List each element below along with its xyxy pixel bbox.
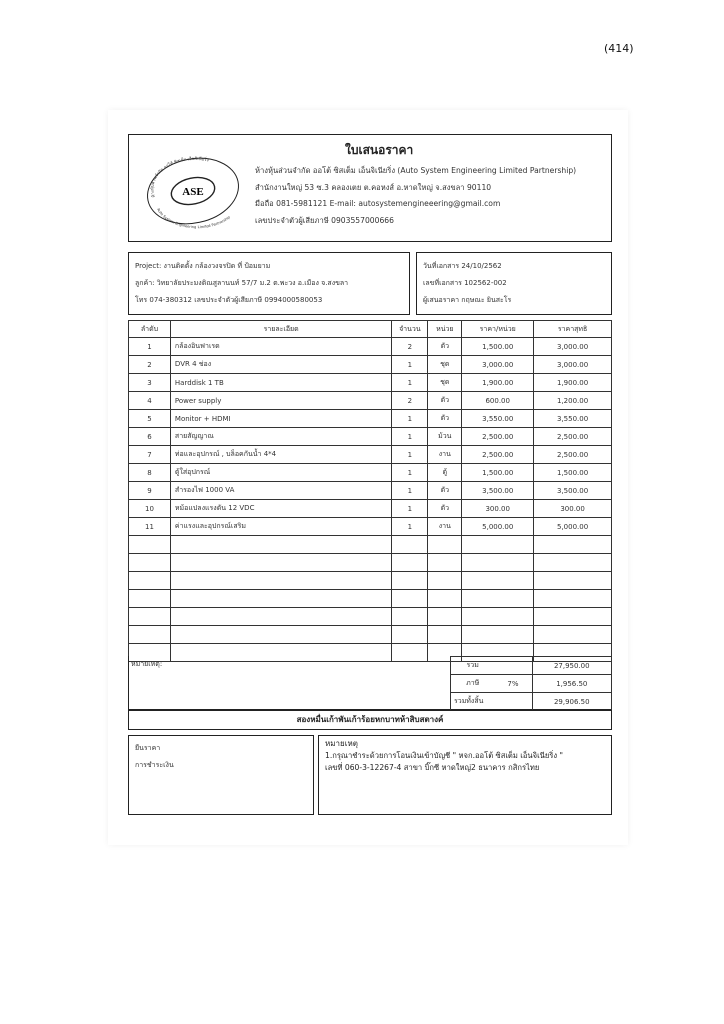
row-number: 6: [129, 428, 171, 446]
row-number: [129, 608, 171, 626]
item-net-price: 2,500.00: [534, 446, 612, 464]
item-quantity: 1: [392, 446, 428, 464]
col-header-description: รายละเอียด: [170, 321, 391, 338]
item-quantity: 1: [392, 464, 428, 482]
customer-phone-line: โทร 074-380312 เลขประจำตัวผู้เสียภาษี 0994000580053: [135, 296, 323, 304]
item-quantity: 1: [392, 500, 428, 518]
item-description: [170, 590, 391, 608]
item-quantity: 2: [392, 392, 428, 410]
item-unit-price: [462, 626, 534, 644]
summary-section: [128, 656, 612, 710]
col-header-quantity: จำนวน: [392, 321, 428, 338]
row-number: 3: [129, 374, 171, 392]
item-unit: งาน: [428, 518, 462, 536]
project-info: [128, 252, 410, 315]
project-line: Project: งานติดตั้ง กล้องวงจรปิด ที่ ป้อมยาม: [135, 262, 271, 270]
item-unit-price: [462, 554, 534, 572]
item-unit-price: 1,500.00: [462, 338, 534, 356]
row-number: 9: [129, 482, 171, 500]
item-unit: ตัว: [428, 482, 462, 500]
item-unit: [428, 554, 462, 572]
table-row: [129, 500, 612, 518]
item-unit: ตัว: [428, 338, 462, 356]
presenter: ผู้เสนอราคา กฤษณะ ยินสะโร: [423, 296, 512, 304]
item-unit: [428, 572, 462, 590]
item-description: [170, 554, 391, 572]
item-description: ค่าแรงและอุปกรณ์เสริม: [170, 518, 391, 536]
item-unit-price: 1,500.00: [462, 464, 534, 482]
item-unit-price: [462, 536, 534, 554]
items-table: [128, 320, 612, 662]
item-unit: ตัว: [428, 410, 462, 428]
col-header-unit-price: ราคา/หน่วย: [462, 321, 534, 338]
item-unit-price: 3,500.00: [462, 482, 534, 500]
document-info: [416, 252, 612, 315]
item-description: ท่อและอุปกรณ์ , บล็อคกันน้ำ 4*4: [170, 446, 391, 464]
item-unit: ชุด: [428, 356, 462, 374]
terms-box: [128, 735, 314, 815]
subtotal-label: รวม: [451, 657, 495, 675]
company-contact: มือถือ 081-5981121 E-mail: autosystemengineeering@gmail.com: [255, 199, 501, 208]
row-number: [129, 554, 171, 572]
company-tax-id: เลขประจำตัวผู้เสียภาษี 0903557000666: [255, 215, 394, 225]
table-row: [129, 338, 612, 356]
table-row: [129, 572, 612, 590]
item-description: สายสัญญาณ: [170, 428, 391, 446]
item-unit: [428, 626, 462, 644]
row-number: 11: [129, 518, 171, 536]
item-description: Harddisk 1 TB: [170, 374, 391, 392]
item-unit: ตัว: [428, 392, 462, 410]
item-description: Power supply: [170, 392, 391, 410]
item-net-price: [534, 554, 612, 572]
company-address: สำนักงานใหญ่ 53 ซ.3 คลองเตย ต.คอหงส์ อ.หาดใหญ่ จ.สงขลา 90110: [255, 182, 492, 192]
logo-ring-bottom: Auto System Engineering Limited Partnership: [156, 207, 231, 229]
item-unit-price: 300.00: [462, 500, 534, 518]
item-description: หม้อแปลงแรงดัน 12 VDC: [170, 500, 391, 518]
table-row: [129, 554, 612, 572]
item-description: [170, 626, 391, 644]
validity-label: ยืนราคา: [135, 744, 161, 752]
document-date: วันที่เอกสาร 24/10/2562: [423, 262, 502, 270]
table-row: [129, 374, 612, 392]
vat-rate: 7%: [494, 675, 532, 693]
row-number: [129, 572, 171, 590]
item-description: Monitor + HDMI: [170, 410, 391, 428]
item-net-price: 2,500.00: [534, 428, 612, 446]
item-unit-price: 2,500.00: [462, 446, 534, 464]
item-quantity: 2: [392, 338, 428, 356]
subtotal-row: [451, 657, 612, 675]
item-net-price: 3,500.00: [534, 482, 612, 500]
company-logo: [139, 151, 247, 229]
item-unit: ตัว: [428, 500, 462, 518]
item-net-price: [534, 626, 612, 644]
row-number: 1: [129, 338, 171, 356]
grand-total-row: [451, 693, 612, 711]
item-net-price: 1,500.00: [534, 464, 612, 482]
table-row: [129, 464, 612, 482]
item-unit: งาน: [428, 446, 462, 464]
grand-total-value: 29,906.50: [532, 693, 611, 711]
note-title: หมายเหตุ: [325, 739, 358, 748]
table-row: [129, 428, 612, 446]
table-row: [129, 356, 612, 374]
svg-text:Auto System Engineering Limite: [156, 208, 231, 229]
vat-value: 1,956.50: [532, 675, 611, 693]
item-quantity: [392, 572, 428, 590]
item-unit: [428, 536, 462, 554]
row-number: 2: [129, 356, 171, 374]
table-body: [129, 338, 612, 662]
item-unit: [428, 608, 462, 626]
item-unit-price: 2,500.00: [462, 428, 534, 446]
vat-row: [451, 675, 612, 693]
payment-note-box: [318, 735, 612, 815]
item-net-price: [534, 608, 612, 626]
table-row: [129, 608, 612, 626]
company-details: [255, 163, 576, 229]
item-net-price: 300.00: [534, 500, 612, 518]
item-unit-price: [462, 572, 534, 590]
note-line-1: 1.กรุณาชำระด้วยการโอนเงินเข้าบัญชี " หจก.ออโต้ ซิสเต็ม เอ็นจิเนียริ่ง ": [325, 751, 564, 760]
item-net-price: 3,000.00: [534, 356, 612, 374]
item-net-price: 3,000.00: [534, 338, 612, 356]
row-number: [129, 590, 171, 608]
table-row: [129, 518, 612, 536]
table-row: [129, 392, 612, 410]
item-net-price: [534, 536, 612, 554]
table-row: [129, 410, 612, 428]
item-description: ตู้ใส่อุปกรณ์: [170, 464, 391, 482]
note-line-2: เลขที่ 060-3-12267-4 สาขา บิ๊กซี หาดใหญ่2 ธนาคาร กสิกรไทย: [325, 763, 540, 772]
row-number: 5: [129, 410, 171, 428]
item-description: สำรองไฟ 1000 VA: [170, 482, 391, 500]
item-unit: ชุด: [428, 374, 462, 392]
subtotal-value: 27,950.00: [532, 657, 611, 675]
table-row: [129, 446, 612, 464]
table-row: [129, 482, 612, 500]
table-row: [129, 536, 612, 554]
item-net-price: 1,200.00: [534, 392, 612, 410]
item-net-price: 5,000.00: [534, 518, 612, 536]
item-unit-price: 3,550.00: [462, 410, 534, 428]
table-header-row: [129, 321, 612, 338]
table-row: [129, 590, 612, 608]
item-unit: [428, 590, 462, 608]
item-net-price: [534, 590, 612, 608]
grand-total-label: รวมทั้งสิ้น: [451, 693, 495, 711]
col-header-no: ลำดับ: [129, 321, 171, 338]
company-header: [128, 134, 612, 242]
item-description: [170, 572, 391, 590]
item-unit: ม้วน: [428, 428, 462, 446]
logo-abbr: ASE: [182, 186, 204, 198]
table-row: [129, 626, 612, 644]
item-unit-price: [462, 608, 534, 626]
row-number: 7: [129, 446, 171, 464]
col-header-unit: หน่วย: [428, 321, 462, 338]
item-quantity: [392, 590, 428, 608]
item-description: [170, 608, 391, 626]
item-description: กล้องอินฟาเรด: [170, 338, 391, 356]
row-number: [129, 626, 171, 644]
totals-grid: [450, 656, 612, 711]
item-net-price: [534, 572, 612, 590]
item-net-price: 3,550.00: [534, 410, 612, 428]
row-number: 4: [129, 392, 171, 410]
item-description: [170, 536, 391, 554]
item-quantity: 1: [392, 356, 428, 374]
amount-in-words: สองหมื่นเก้าพันเก้าร้อยหกบาทห้าสิบสตางค์: [128, 710, 612, 730]
document-number: เลขที่เอกสาร 102562-002: [423, 279, 507, 287]
item-unit-price: 5,000.00: [462, 518, 534, 536]
item-net-price: 1,900.00: [534, 374, 612, 392]
item-quantity: [392, 626, 428, 644]
row-number: 8: [129, 464, 171, 482]
customer-line: ลูกค้า: วิทยาลัยประมงติณสูลานนท์ 57/7 ม.2 ต.พะวง อ.เมือง จ.สงขลา: [135, 279, 349, 287]
item-unit: ตู้: [428, 464, 462, 482]
remark-label: หมายเหตุ:: [131, 660, 163, 668]
item-quantity: 1: [392, 518, 428, 536]
item-quantity: 1: [392, 374, 428, 392]
row-number: [129, 536, 171, 554]
item-quantity: [392, 554, 428, 572]
item-unit-price: 600.00: [462, 392, 534, 410]
col-header-net-price: ราคาสุทธิ: [534, 321, 612, 338]
item-quantity: [392, 536, 428, 554]
item-unit-price: 1,900.00: [462, 374, 534, 392]
company-name: ห้างหุ้นส่วนจำกัด ออโต้ ซิสเต็ม เอ็นจิเนียริ่ง (Auto System Engineering Limited Partnership): [255, 166, 577, 175]
payment-label: การชำระเงิน: [135, 761, 174, 769]
row-number: 10: [129, 500, 171, 518]
logo-ring-top: ห้างหุ้นส่วนจำกัด ออโต้ ซิสเต็ม เอ็นจิเนียริ่ง: [149, 155, 210, 199]
item-quantity: 1: [392, 428, 428, 446]
item-unit-price: 3,000.00: [462, 356, 534, 374]
page-number: (414): [604, 42, 634, 55]
item-description: DVR 4 ช่อง: [170, 356, 391, 374]
vat-label: ภาษี: [451, 675, 495, 693]
item-quantity: 1: [392, 410, 428, 428]
item-quantity: 1: [392, 482, 428, 500]
document-title: ใบเสนอราคา: [345, 143, 414, 157]
item-quantity: [392, 608, 428, 626]
item-unit-price: [462, 590, 534, 608]
